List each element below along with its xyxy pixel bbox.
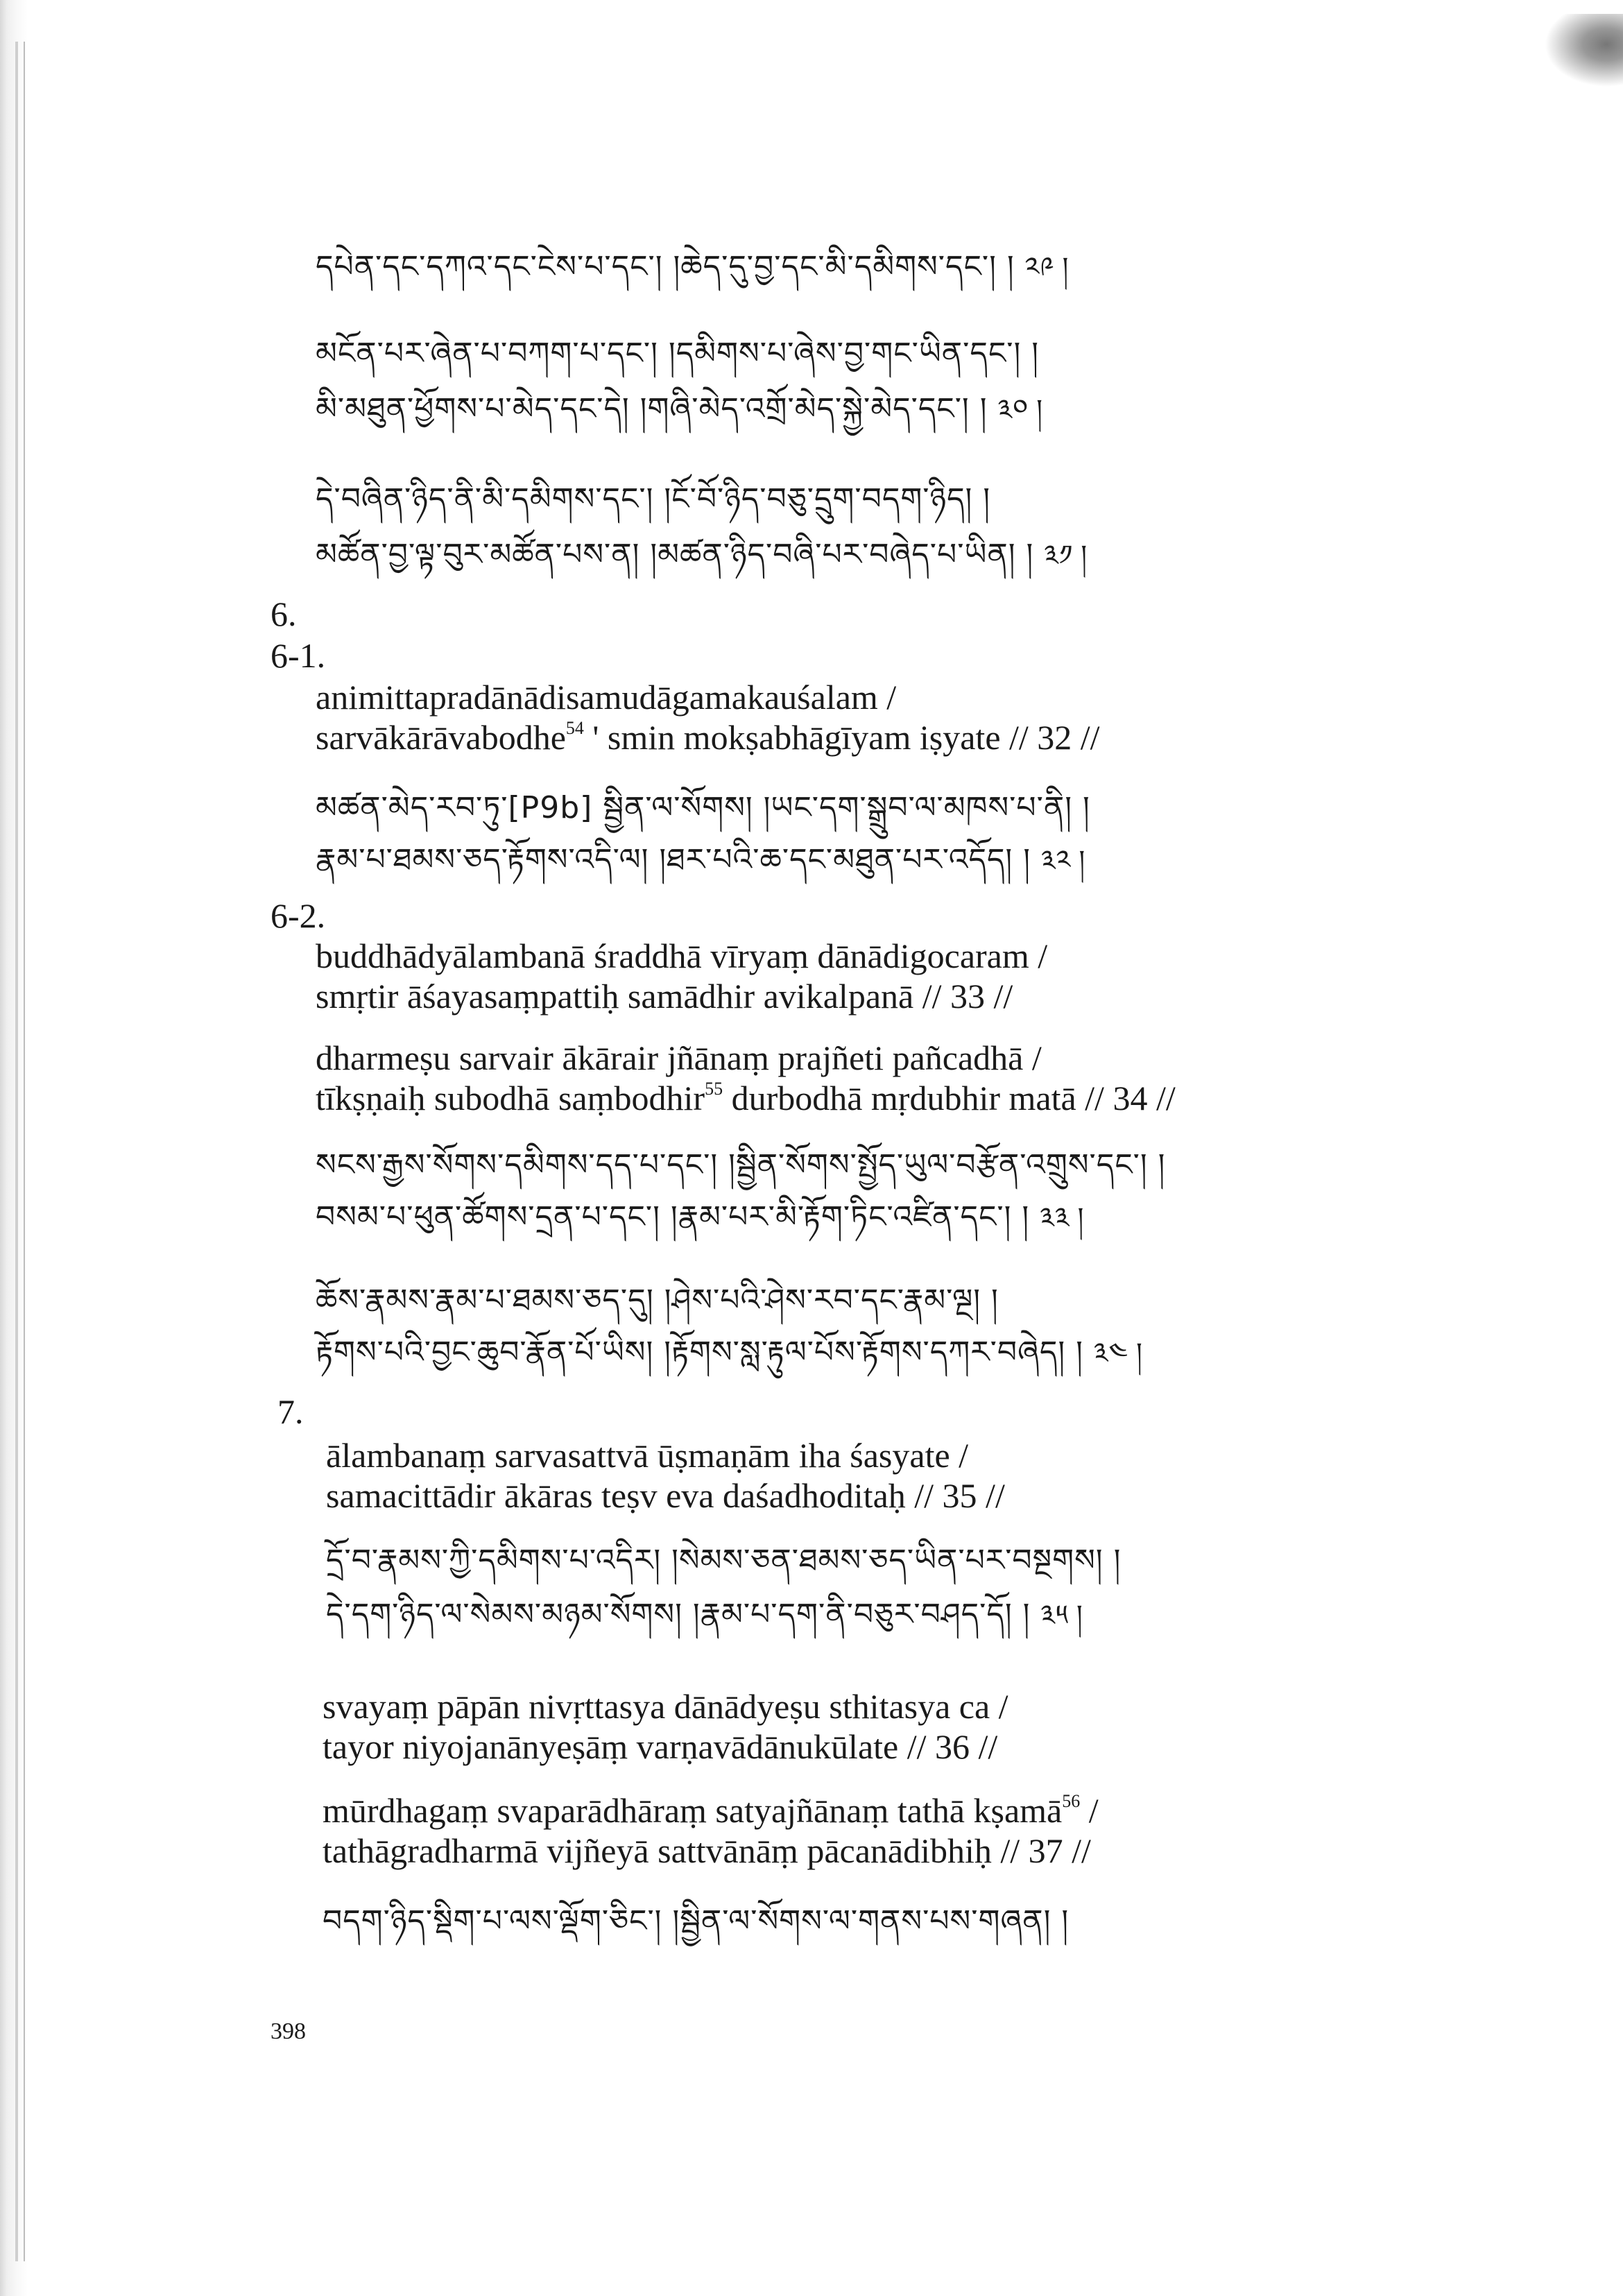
tibetan-line: མཚན་མེད་རབ་ཏུ་[P9b] སྦྱིན་ལ་སོགས། །ཡང་དག་སྒྲུབ་ལ་མཁས་པ་ནི། །: [316, 790, 1090, 825]
sanskrit-line: mūrdhagaṃ svaparādhāraṃ satyajñānaṃ tathā kṣamā$^{56}$ /: [323, 1791, 1099, 1830]
sanskrit-line: buddhādyālambanā śraddhā vīryaṃ dānādigocaram /: [316, 936, 1048, 975]
tibetan-line: དེ་དག་ཉིད་ལ་སེམས་མཉམ་སོགས། །རྣམ་པ་དག་ནི་བཅུར་བཤད་དོ། ། ༣༥ །: [326, 1597, 1083, 1632]
section-heading: 7.: [277, 1392, 304, 1431]
sanskrit-line: animittapradānādisamudāgamakauśalam /: [316, 678, 897, 717]
tibetan-line: སངས་རྒྱས་སོགས་དམིགས་དད་པ་དང་། །སྦྱིན་སོགས་སྤྱོད་ཡུལ་བརྩོན་འགྲུས་དང་། །: [316, 1147, 1166, 1183]
tibetan-line: མི་མཐུན་ཕྱོགས་པ་མེད་དང་དེ། །གཞི་མེད་འགྲོ་མེད་སྐྱེ་མེད་དང་། ། ༣༠ །: [316, 391, 1043, 427]
sanskrit-line: tathāgradharmā vijñeyā sattvānāṃ pācanādibhiḥ // 37 //: [323, 1831, 1091, 1870]
sanskrit-line: samacittādir ākāras teṣv eva daśadhoditaḥ // 35 //: [326, 1476, 1005, 1515]
tibetan-line: ཆོས་རྣམས་རྣམ་པ་ཐམས་ཅད་དུ། །ཤེས་པའི་ཤེས་རབ་དང་རྣམ་ལྔ། །: [316, 1283, 999, 1318]
tibetan-line: མཚོན་བྱ་ལྟ་བུར་མཚོན་པས་ན། །མཚན་ཉིད་བཞི་པར་བཞེད་པ་ཡིན། ། ༣༡ །: [316, 537, 1088, 572]
footnote-marker: 55: [705, 1079, 723, 1099]
sanskrit-line: tayor niyojanānyeṣāṃ varṇavādānukūlate // 36 //: [323, 1727, 998, 1766]
footnote-marker: 54: [565, 718, 584, 738]
tibetan-line: རྟོགས་པའི་བྱང་ཆུབ་རྣོན་པོ་ཡིས། །རྟོགས་སླ་རྟུལ་པོས་རྟོགས་དཀར་བཞེད། ། ༣༤ །: [316, 1335, 1143, 1370]
tibetan-line: མངོན་པར་ཞེན་པ་བཀག་པ་དང་། །དམིགས་པ་ཞེས་བྱ་གང་ཡིན་དང་། །: [316, 336, 1040, 371]
sanskrit-line: smṛtir āśayasaṃpattiḥ samādhir avikalpanā // 33 //: [316, 977, 1013, 1016]
tibetan-line: དཔེན་དང་དཀའ་དང་ངེས་པ་དང་། །ཆེད་དུ་བྱ་དང་མི་དམིགས་དང་། ། ༢༩ །: [316, 249, 1070, 284]
sanskrit-line: svayaṃ pāpān nivṛttasya dānādyeṣu sthitasya ca /: [323, 1687, 1008, 1726]
tibetan-line: བདག་ཉིད་སྡིག་པ་ལས་ལྡོག་ཅིང་། །སྦྱིན་ལ་སོགས་ལ་གནས་པས་གཞན། །: [323, 1903, 1070, 1939]
section-heading: 6.: [270, 594, 297, 633]
sanskrit-line: ālambanaṃ sarvasattvā ūṣmaṇām iha śasyate /: [326, 1436, 969, 1475]
sanskrit-line: tīkṣṇaiḥ subodhā saṃbodhir$^{55}$ durbodhā mṛdubhir matā // 34 //: [316, 1079, 1176, 1117]
sanskrit-line: sarvākārāvabodhe$^{54}$ ' smin mokṣabhāgīyam iṣyate // 32 //: [316, 718, 1100, 757]
section-heading: 6-1.: [270, 636, 326, 675]
page-number: 398: [270, 2019, 306, 2044]
tibetan-line: དྲོ་བ་རྣམས་ཀྱི་དམིགས་པ་འདིར། །སེམས་ཅན་ཐམས་ཅད་ཡིན་པར་བསྔགས། །: [326, 1543, 1122, 1578]
tibetan-line: བསམ་པ་ཕུན་ཚོགས་དྲན་པ་དང་། །རྣམ་པར་མི་རྟོག་ཏིང་འཛིན་དང་། ། ༣༣ །: [316, 1199, 1085, 1235]
sanskrit-line: dharmeṣu sarvair ākārair jñānaṃ prajñeti pañcadhā /: [316, 1038, 1042, 1077]
section-heading: 6-2.: [270, 896, 326, 935]
tibetan-line: དེ་བཞིན་ཉིད་ནི་མི་དམིགས་དང་། །ངོ་བོ་ཉིད་བཅུ་དྲུག་བདག་ཉིད། །: [316, 481, 991, 517]
tibetan-line: རྣམ་པ་ཐམས་ཅད་རྟོགས་འདི་ལ། །ཐར་པའི་ཆ་དང་མཐུན་པར་འདོད། ། ༣༢ །: [316, 842, 1086, 877]
footnote-marker: 56: [1062, 1791, 1081, 1811]
